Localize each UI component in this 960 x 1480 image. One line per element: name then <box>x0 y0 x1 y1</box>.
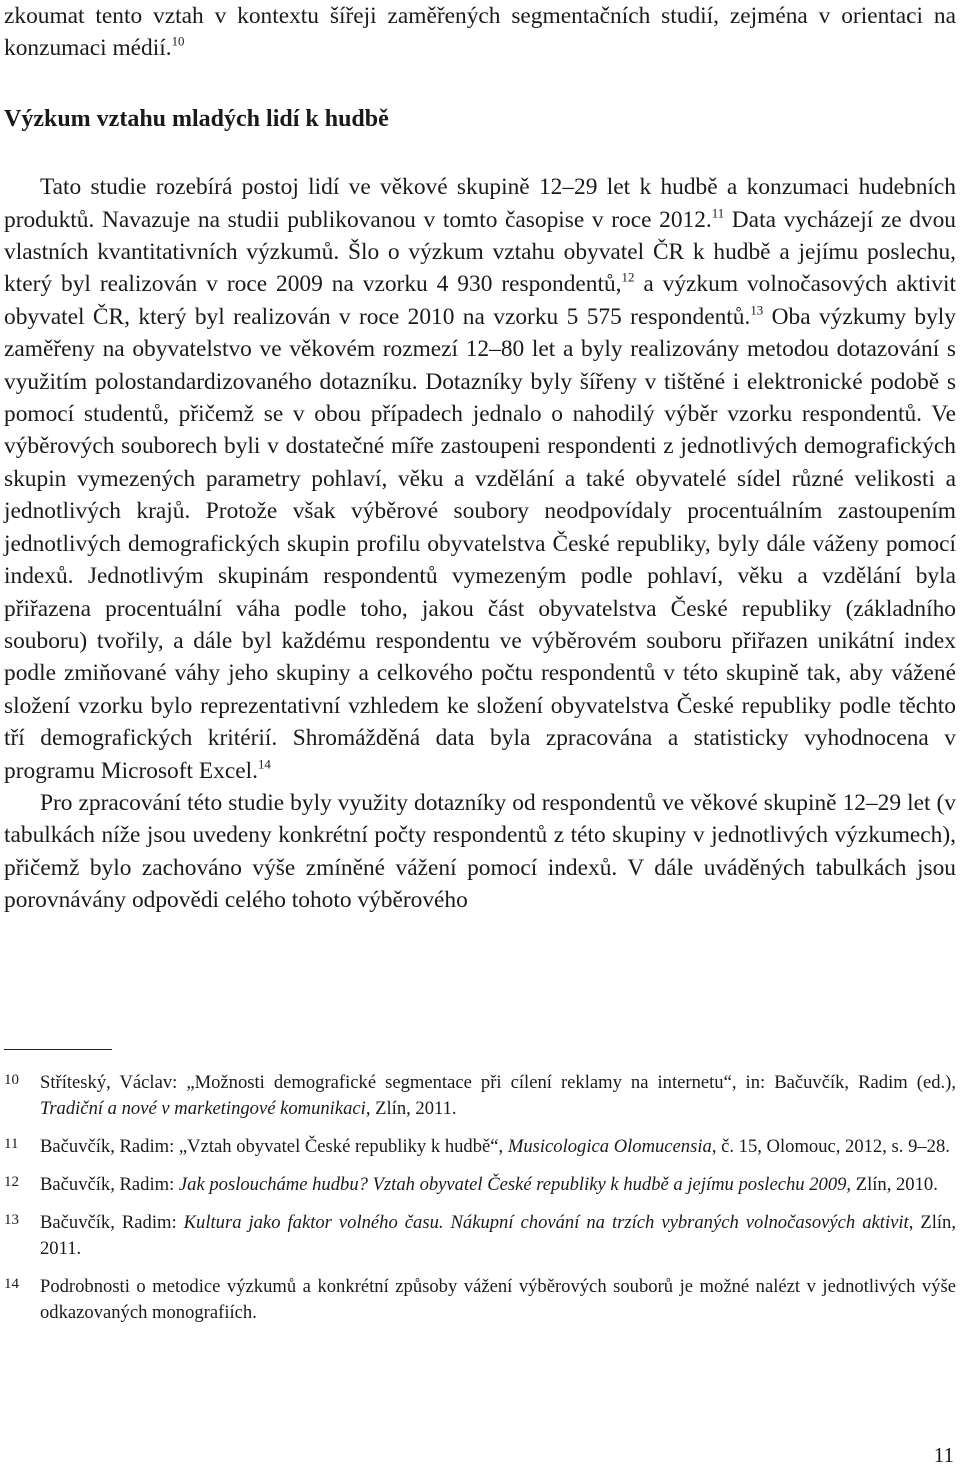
footnote-text-part: , Zlín, 2010. <box>846 1174 938 1195</box>
footnote-text-part: , Zlín, 2011. <box>40 1212 956 1259</box>
footnote-divider <box>4 1049 112 1050</box>
footnote-text-part: , č. 15, Olomouc, 2012, s. 9–28. <box>711 1136 950 1157</box>
paragraph-2: Pro zpracování této studie byly využity dotazníky od respondentů ve věkové skupině 12–29 let (v tabulkách níže jsou uvedeny konkrétní počty respondentů z této skupiny v jednotlivých výzkumech), přičemž bylo zachováno výše zmíněné vážení pomocí indexů. V dále uváděných tabulkách jsou porovnávány odpovědi celého tohoto výběrového <box>4 789 956 914</box>
footnote-text-part: Podrobnosti o metodice výzkumů a konkrétní způsoby vážení výběrových souborů je možné nalézt v jednotlivých výše odkazovaných monografiích. <box>40 1276 956 1323</box>
paragraph-1-text-c: a výzkum volnočasových aktivit obyvatel ČR, který byl realizován v roce 2010 na vzorku 5 575 respondentů. <box>4 271 956 330</box>
footnote-ref-10: 10 <box>171 34 185 49</box>
footnote-title: Kultura jako faktor volného času. Nákupní chování na trzích vybraných volnočasových aktivit <box>183 1212 909 1233</box>
footnote <box>4 1274 956 1326</box>
footnote-text <box>40 1134 956 1160</box>
footnote-text <box>40 1070 956 1122</box>
footnote-title: Tradiční a nové v marketingové komunikaci <box>40 1098 366 1119</box>
footnote <box>4 1070 956 1122</box>
section-heading: Výzkum vztahu mladých lidí k hudbě <box>4 105 389 132</box>
footnote-text <box>40 1274 956 1326</box>
footnote <box>4 1210 956 1262</box>
footnote-ref-11: 11 <box>711 205 725 220</box>
footnote-text-part: Bačuvčík, Radim: <box>40 1174 179 1195</box>
footnote <box>4 1134 956 1160</box>
footnote <box>4 1172 956 1198</box>
intro-text: zkoumat tento vztah v kontextu šířeji zaměřených segmentačních studií, zejména v orientaci na konzumaci médií. <box>4 3 956 62</box>
footnote-title: Musicologica Olomucensia <box>507 1136 712 1157</box>
footnote-text-part: , Zlín, 2011. <box>365 1098 457 1119</box>
intro-paragraph <box>4 0 956 65</box>
footnote-ref-12: 12 <box>621 270 635 285</box>
footnote-text <box>40 1210 956 1262</box>
footnote-number: 12 <box>4 1174 19 1190</box>
footnote-number: 10 <box>4 1072 19 1088</box>
footnote-text-part: Stříteský, Václav: „Možnosti demografické segmentace při cílení reklamy na internetu“, in: Bačuvčík, Radim (ed.), <box>40 1072 956 1093</box>
footnote-number: 14 <box>4 1276 19 1292</box>
paragraph-1-text-d: Oba výzkumy byly zaměřeny na obyvatelstvo ve věkovém rozmezí 12–80 let a byly realizovány metodou dotazování s využitím polostandardizovaného dotazníku. Dotazníky byly šířeny v tištěné i elektronické podobě s pomocí studentů, přičemž se v obou případech jednalo o nahodilý výběr vzorku respondentů. Ve výběrových souborech byli v dostatečné míře zastoupeni respondenti z jednotlivých demografických skupin vymezených parametry pohlaví, věku a vzdělání a také obyvatelé sídel různé velikosti a jednotlivých krajů. Protože však výběrové soubory neodpovídaly procentuálním zastoupením jednotlivých demografických skupin profilu obyvatelstva České republiky, byly dále váženy pomocí indexů. Jednotlivým skupinám respondentů vymezeným podle pohlaví, věku a vzdělání byla přiřazena procentuální váha podle toho, jakou část obyvatelstva České republiky (základního souboru) tvořily, a dále byl každému respondentu ve výběrovém souboru přiřazen unikátní index podle zmiňované váhy jeho skupiny a celkového počtu respondentů v této skupině tak, aby vážené složení vzorku bylo reprezentativní vzhledem ke složení obyvatelstva České republiky podle těchto tří demografických kritérií. Shromážděná data byla zpracována a statisticky vyhodnocena v programu Microsoft Excel. <box>4 303 956 784</box>
footnote-title: Jak posloucháme hudbu? Vztah obyvatel České republiky k hudbě a jejímu poslechu 2009 <box>178 1174 847 1195</box>
paragraph-1 <box>4 171 956 787</box>
footnote-ref-14: 14 <box>257 756 271 771</box>
footnotes <box>4 1070 956 1338</box>
footnote-text-part: Bačuvčík, Radim: „Vztah obyvatel České republiky k hudbě“, <box>40 1136 508 1157</box>
page-number: 11 <box>933 1443 954 1467</box>
paragraph-1-text-a: Tato studie rozebírá postoj lidí ve věkové skupině 12–29 let k hudbě a konzumaci hudebních produktů. Navazuje na studii publikovanou v tomto časopise v roce 2012. <box>4 174 956 233</box>
footnote-number: 11 <box>4 1136 19 1152</box>
footnote-ref-13: 13 <box>750 303 764 318</box>
footnote-text <box>40 1172 956 1198</box>
footnote-number: 13 <box>4 1212 19 1228</box>
main-text <box>4 0 956 917</box>
paragraph-1-text-b: Data vycházejí ze dvou vlastních kvantitativních výzkumů. Šlo o výzkum vztahu obyvatel ČR k hudbě a jejímu poslechu, který byl realizován v roce 2009 na vzorku 4 930 respondentů, <box>4 206 957 298</box>
footnote-text-part: Bačuvčík, Radim: <box>40 1212 184 1233</box>
